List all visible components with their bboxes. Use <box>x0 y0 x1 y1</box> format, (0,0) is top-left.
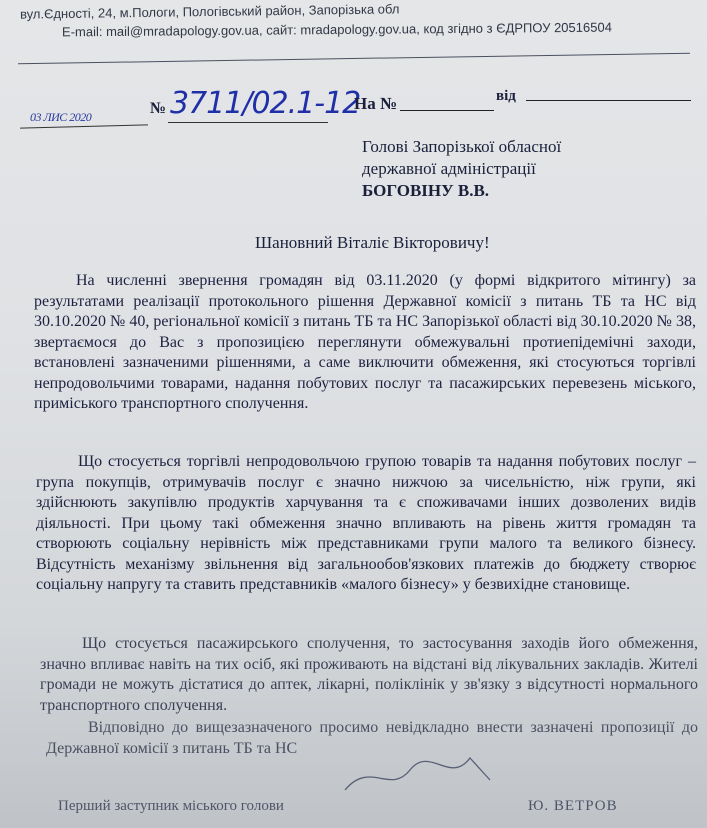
header-contacts: E-mail: mail@mradapology.gov.ua, сайт: mradapology.gov.ua, код згідно з ЄДРПОУ 20516504 <box>61 19 612 40</box>
reply-date-underline <box>526 100 691 101</box>
header-address: вул.Єдності, 24, м.Пологи, Пологівський район, Запорізька обл <box>19 1 400 22</box>
addressee-block <box>362 136 561 202</box>
reply-from-label: від <box>496 88 516 104</box>
paragraph-2: Що стосується торгівлі непродовольчою групою товарів та надання побутових послуг – група покупців, отримувачів послуг є значно нижчою за чисельністю, ніж групи, які здійснюють закупівлю продуктів харчування та є споживачами інших дозволених видів діяльності. При цьому такі обмеження значно впливають на рівень життя громадян та створюють соціальну нерівність між представниками групи малого та великого бізнесу. Відсутність механізму звільнення від загальнообов'язкових платежів до бюджету створює соціальну напругу та ставить представників «малого бізнесу» у безвихідне становище. <box>36 453 696 593</box>
reply-number-underline <box>400 110 494 111</box>
signatory-position: Перший заступник міського голови <box>58 798 284 814</box>
addressee-line2: державної адміністрації <box>362 159 536 178</box>
paragraph-1: На численні звернення громадян від 03.11.2020 (у формі відкритого мітингу) за результатами реалізації протокольного рішення Державної комісії з питань ТБ та НС від 30.10.2020 № 40, регіональної комісії з питань ТБ та НС Запорізької області від 30.10.2020 № 38, звертаємося до Вас з пропозицією переглянути обмежувальні протиепідемічні заходи, встановлені зазначеними рішеннями, а саме виключити обмеження, які стосуються торгівлі непродовольчими товарами, надання побутових послуг та пасажирських перевезень міського, приміського транспортного сполучення. <box>34 272 696 412</box>
number-label: № <box>150 100 167 117</box>
registration-number: 3711/02.1-12 <box>170 86 361 121</box>
paragraph-3: Що стосується пасажирського сполучення, то застосування заходів його обмеження, значно впливає навіть на тих осіб, які проживають на відстані від лікувальних закладів. Жителі громади не можуть дістатися до аптек, лікарні, поліклінік у зв'язку з відсутності нормального транспортного сполучення. <box>40 635 698 714</box>
date-stamp: 03 ЛИС 2020 <box>30 110 92 124</box>
header-divider <box>18 53 690 65</box>
registration-row <box>0 88 707 128</box>
number-underline <box>168 122 328 123</box>
signature-scribble-icon <box>340 750 500 800</box>
reply-to-number-label: На № <box>354 94 398 113</box>
greeting: Шановний Віталіє Вікторовичу! <box>255 233 490 252</box>
addressee-name: БОГОВІНУ В.В. <box>362 181 490 200</box>
signatory-name: Ю. ВЕТРОВ <box>528 798 618 814</box>
addressee-line1: Голові Запорізької обласної <box>362 137 562 156</box>
paragraph-4: Відповідно до вищезазначеного просимо невідкладно внести зазначені пропозиції до Державної комісії з питань ТБ та НС <box>46 719 698 757</box>
